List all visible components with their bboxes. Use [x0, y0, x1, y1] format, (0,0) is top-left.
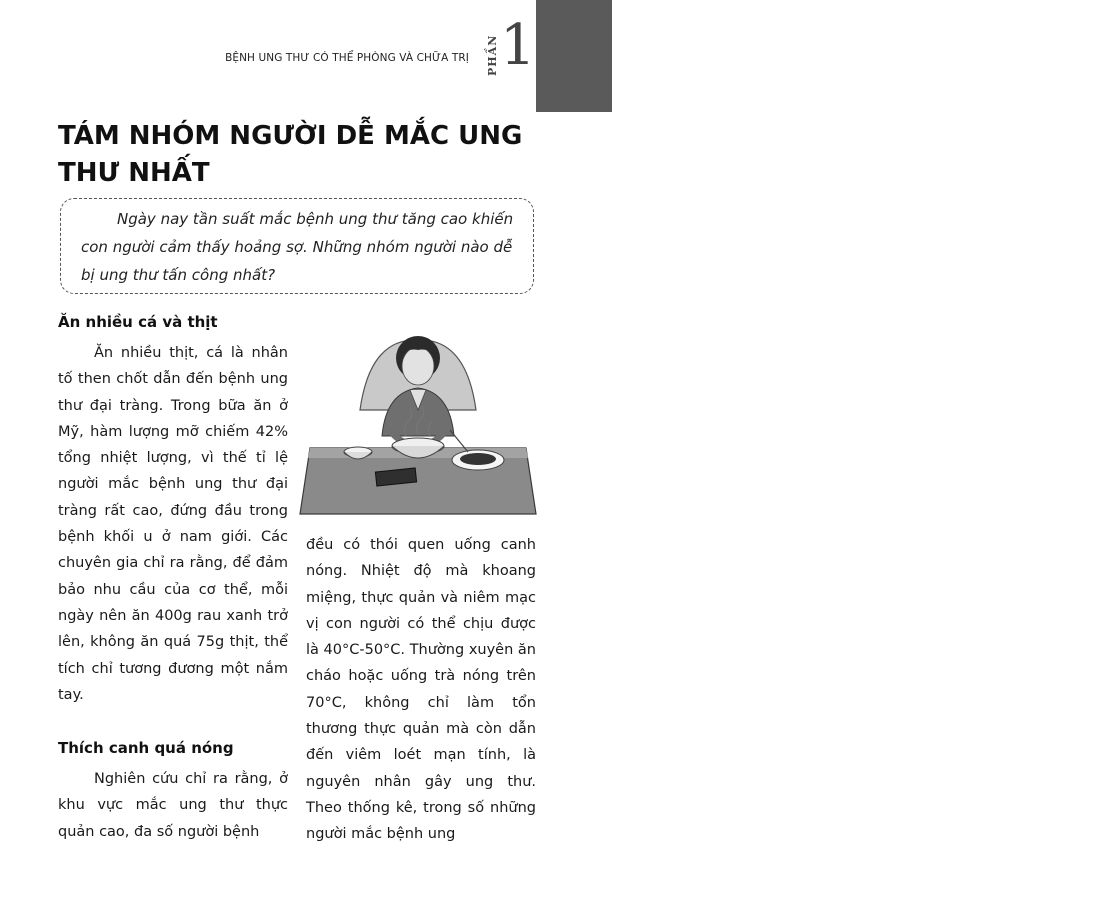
part-number: 1: [500, 13, 536, 78]
section-body-hot-soup-part2: đều có thói quen uống canh nóng. Nhiệt độ mà khoang miệng, thực quản và niêm mạc vị con người có thể chịu được là 40°C-50°C. Thường xuyên ăn cháo hoặc uống trà nóng trên 70°C, không chỉ làm tổn thương thực quản mà còn dẫn đến viêm loét mạn tính, là nguyên nhân gây ung thư. Theo thống kê, trong số những người mắc bệnh ung: [306, 537, 536, 843]
left-column: [58, 308, 288, 845]
intro-box: Ngày nay tần suất mắc bệnh ung thư tăng cao khiến con người cảm thấy hoảng sợ. Những nhóm người nào dễ bị ung thư tấn công nhất?: [60, 198, 534, 294]
part-label: PHẦN: [486, 34, 499, 76]
section-body-hot-soup-part1: Nghiên cứu chỉ ra rằng, ở khu vực mắc ung thư thực quản cao, đa số người bệnh: [58, 771, 288, 840]
section-body-meat-fish: Ăn nhiều thịt, cá là nhân tố then chốt dẫn đến bệnh ung thư đại tràng. Trong bữa ăn ở Mỹ, hàm lượng mỡ chiếm 42% tổng nhiệt lượng, vì thế tỉ lệ người mắc bệnh ung thư đại tràng rất cao, đứng đầu trong bệnh khối u ở nam giới. Các chuyên gia chỉ ra rằng, để đảm bảo nhu cầu của cơ thể, mỗi ngày nên ăn 400g rau xanh trở lên, không ăn quá 75g thịt, thể tích chỉ tương đương một nắm tay.: [58, 345, 288, 703]
running-header: BỆNH UNG THƯ CÓ THỂ PHÒNG VÀ CHỮA TRỊ: [225, 52, 469, 64]
page-number-tab: [536, 0, 1100, 112]
section-heading-meat-fish: Ăn nhiều cá và thịt: [58, 313, 218, 331]
dining-woman-illustration: [300, 318, 536, 520]
section-heading-hot-soup: Thích canh quá nóng: [58, 739, 234, 758]
right-column: [306, 532, 536, 848]
article-title: TÁM NHÓM NGƯỜI DỄ MẮC UNG THƯ NHẤT: [58, 121, 523, 188]
page-number: 11: [1082, 46, 1100, 61]
